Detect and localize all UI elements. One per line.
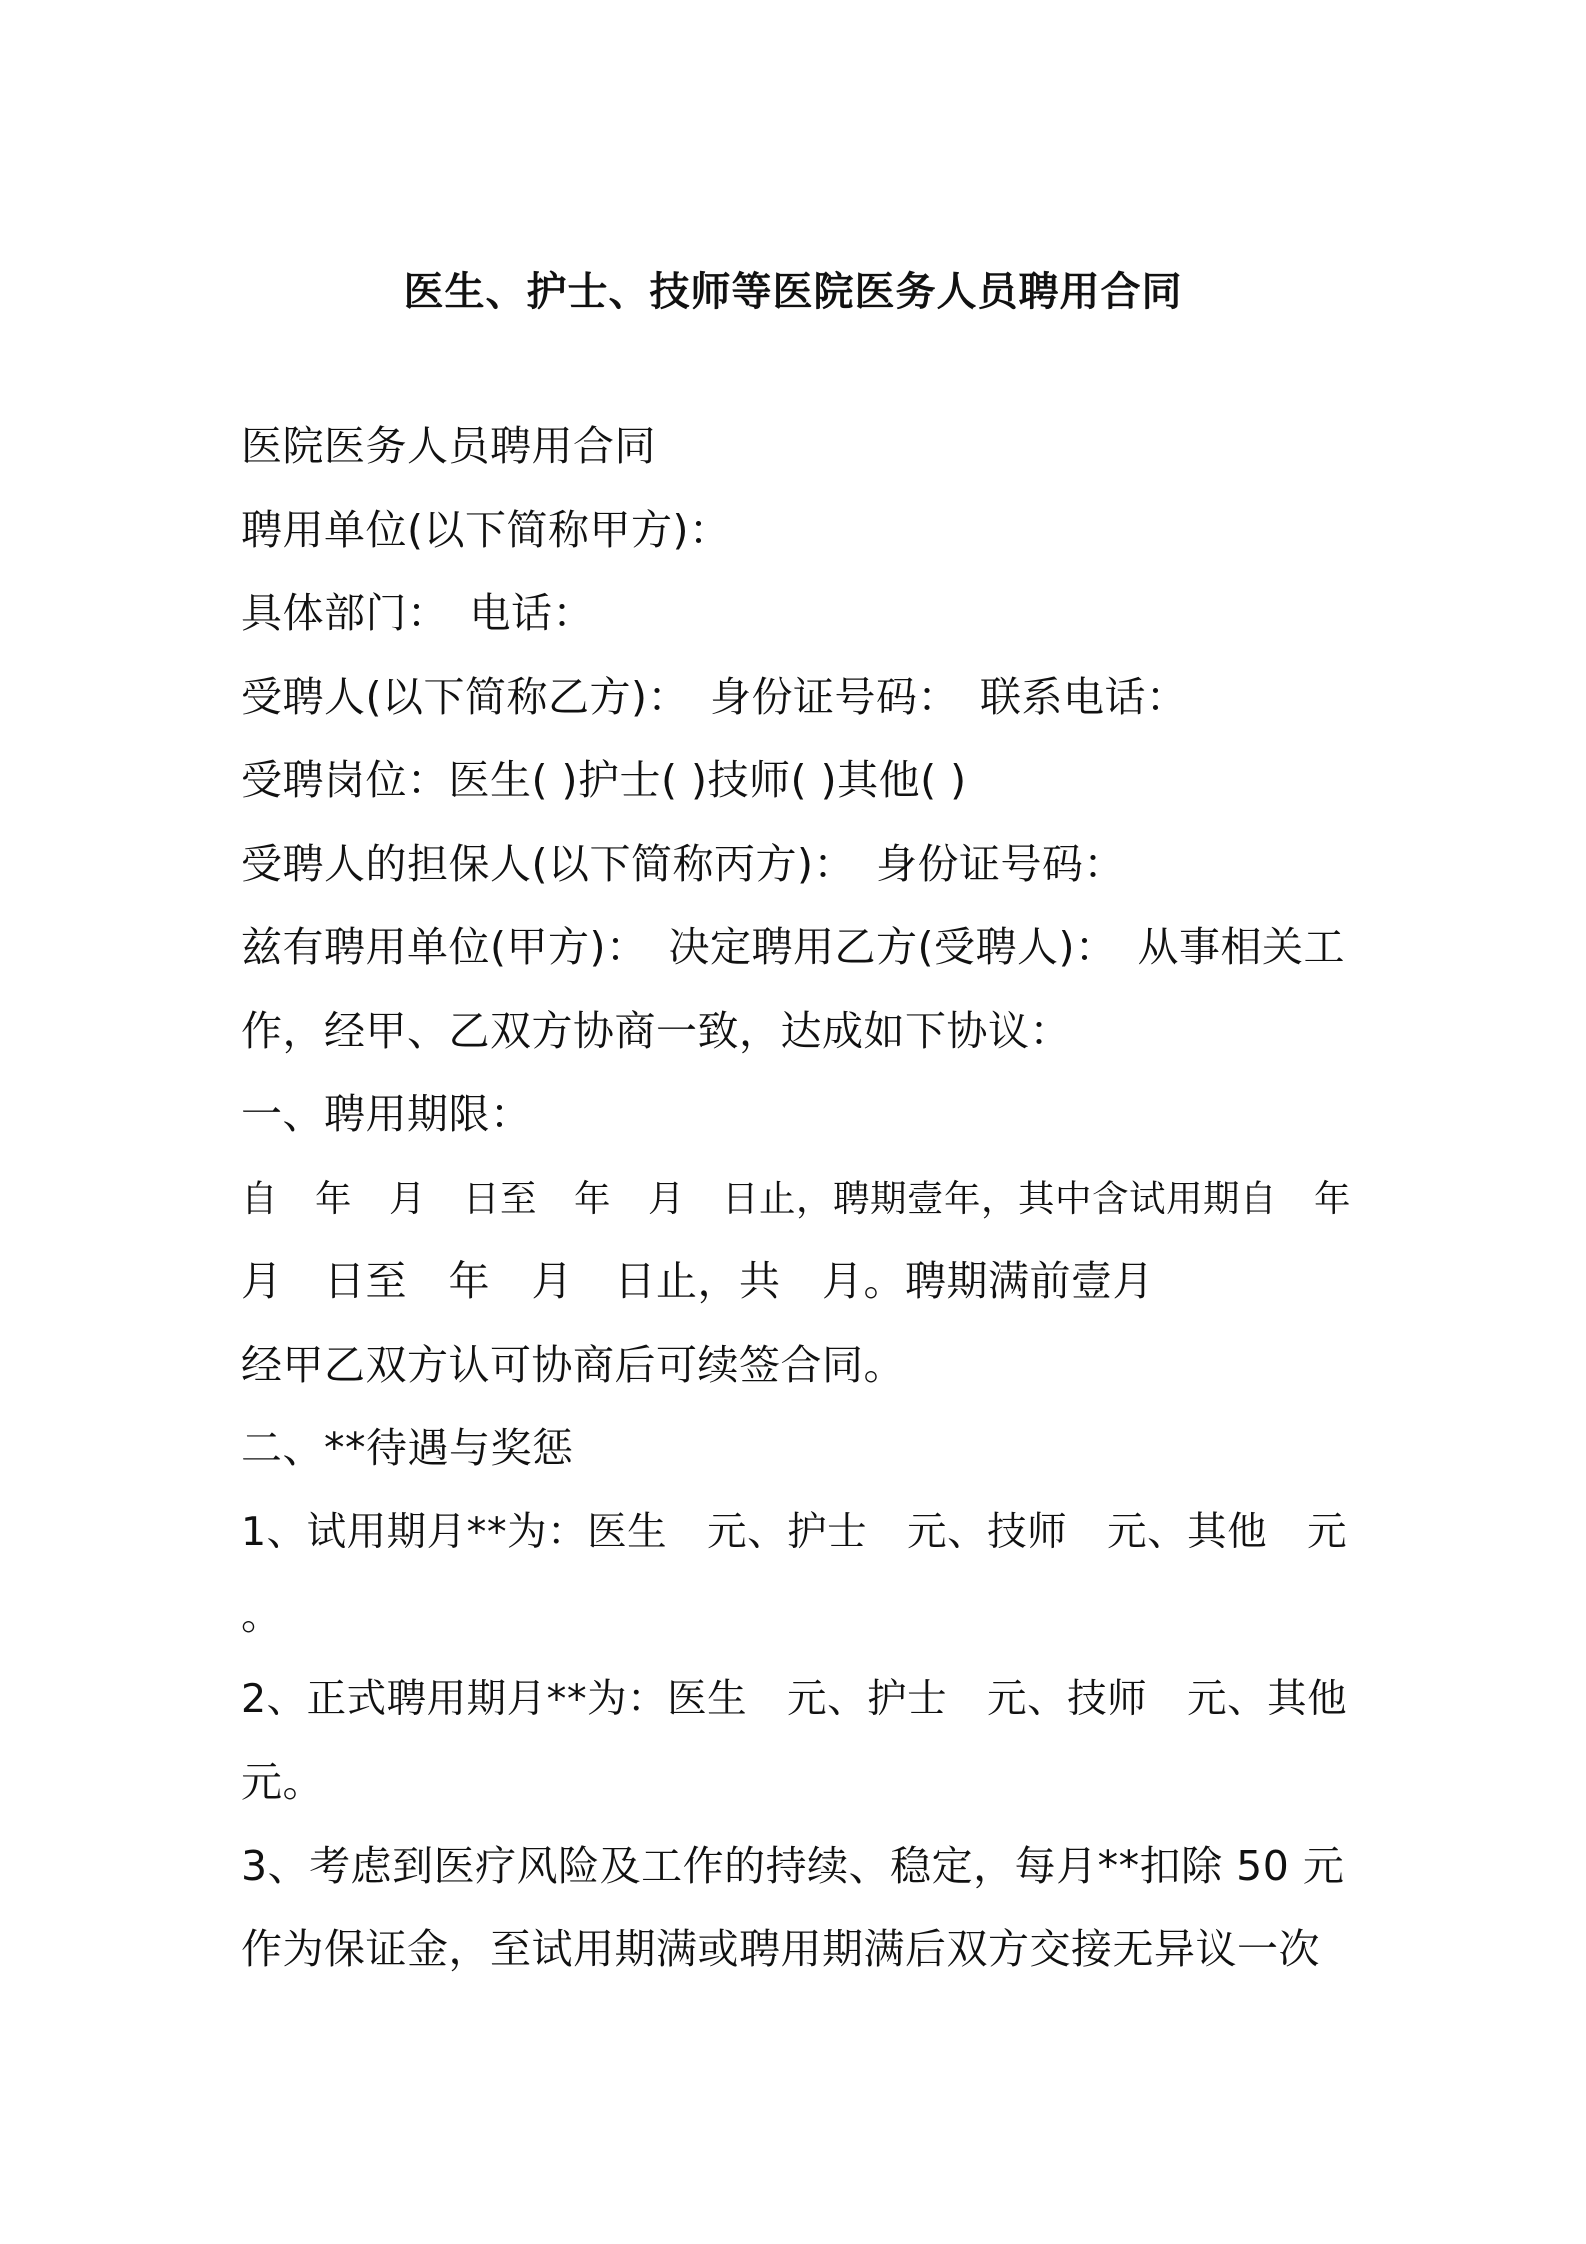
line-term-1: 自 年 月 日至 年 月 日止，聘期壹年，其中含试用期自 年 [241,1176,1351,1220]
line-term-2: 月 日至 年 月 日止，共 月。聘期满前壹月 [241,1257,1154,1305]
line-deposit-1: 3、考虑到医疗风险及工作的持续、稳定，每月**扣除 50 元 [241,1841,1345,1890]
line-agreement-intro-1: 兹有聘用单位(甲方)： 决定聘用乙方(受聘人)： 从事相关工 [241,923,1345,971]
line-section-1-heading: 一、聘用期限： [241,1090,532,1138]
line-contract-subtitle: 医院医务人员聘用合同 [241,422,656,470]
line-formal-pay: 2、正式聘用期月**为：医生 元、护士 元、技师 元、其他 [241,1675,1348,1722]
line-term-3: 经甲乙双方认可协商后可续签合同。 [241,1340,905,1389]
line-probation-pay: 1、试用期月**为：医生 元、护士 元、技师 元、其他 元 [241,1508,1348,1555]
line-deposit-2: 作为保证金，至试用期满或聘用期满后双方交接无异议一次 [241,1925,1320,1973]
line-agreement-intro-2: 作，经甲、乙双方协商一致，达成如下协议： [241,1006,1071,1055]
line-probation-pay-end: 。 [241,1591,283,1639]
document-body [241,405,1351,1992]
line-employee-info: 受聘人(以下简称乙方)： 身份证号码： 联系电话： [241,672,1188,721]
line-formal-pay-end: 元。 [241,1758,324,1806]
line-section-2-heading: 二、**待遇与奖惩 [241,1424,574,1472]
line-department-phone: 具体部门： 电话： [241,589,594,637]
line-position: 受聘岗位：医生( )护士( )技师( )其他( ) [241,756,967,804]
line-employer: 聘用单位(以下简称甲方)： [241,505,731,554]
document-title: 医生、护士、技师等医院医务人员聘用合同 [403,269,1183,315]
line-guarantor: 受聘人的担保人(以下简称丙方)： 身份证号码： [241,839,1125,888]
